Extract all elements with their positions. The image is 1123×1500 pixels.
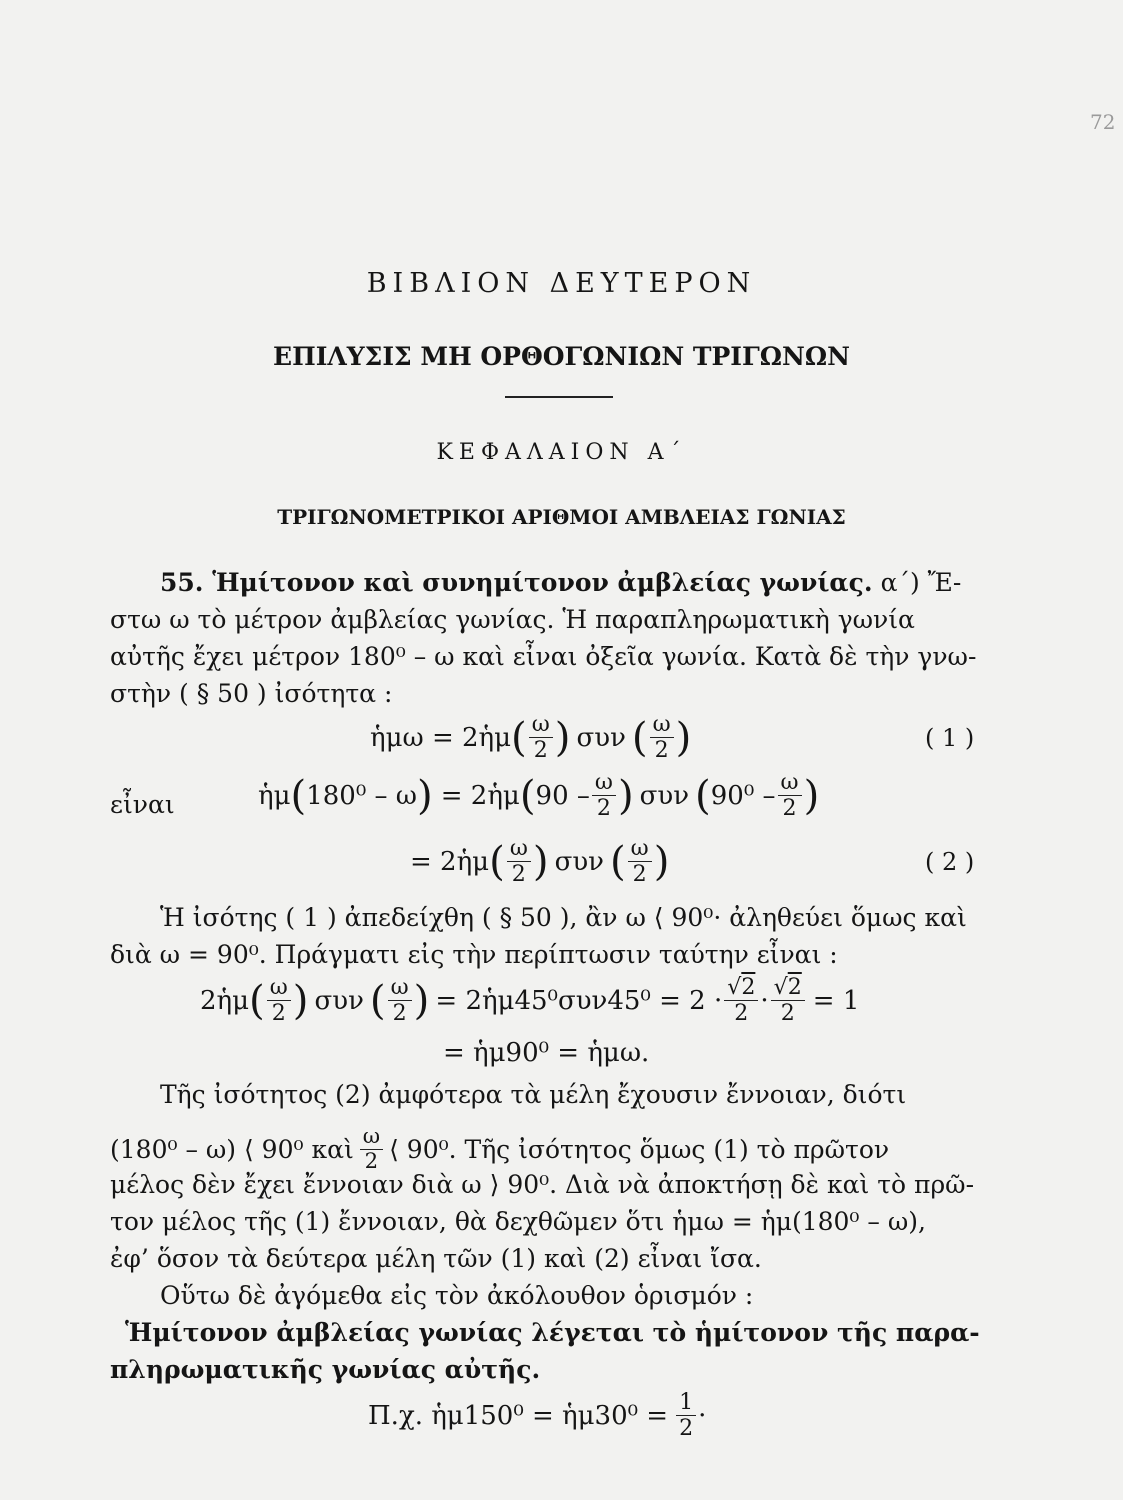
section-line-3: αὐτῆς ἔχει μέτρον 180⁰ – ω καὶ εἶναι ὀξεῖα γωνία. Κατὰ δὲ τὴν γνω- <box>110 642 977 671</box>
einai-rhs: = 2ἡμ <box>440 780 520 811</box>
eq2-lhs: = 2ἡμ <box>410 846 490 877</box>
book-title: ΒΙΒΛΙΟΝ ΔΕΥΤΕΡΟΝ <box>366 268 757 299</box>
equation-einai: ἡμ ( 180⁰ – ω ) = 2ἡμ ( 90 – $\frac{\omega}{2}$ ) συν ( 90⁰ – $\frac{\omega}{2}$ ) <box>258 769 820 822</box>
section-line-4: στὴν ( § 50 ) ἰσότητα : <box>110 679 393 708</box>
definition-line1: Ἡμίτονον ἀμβλείας γωνίας λέγεται τὸ ἡμίτονον τῆς παρα- <box>125 1318 980 1347</box>
einai-mid: συν <box>639 780 690 811</box>
part-title: ΕΠΙΛΥΣΙΣ ΜΗ ΟΡΘΟΓΩΝΙΩΝ ΤΡΙΓΩΝΩΝ <box>273 342 850 371</box>
para2-line1: Ἡ ἰσότης ( 1 ) ἀπεδείχθη ( § 50 ), ἂν ω ⟨ 90⁰· ἀληθεύει ὅμως καὶ <box>160 903 967 932</box>
equation-1: ἡμω = 2ἡμ ( $\frac{\omega}{2}$ ) συν ( $\frac{\omega}{2}$ ) <box>370 711 692 764</box>
einai-frac2-den: 2 <box>782 795 797 822</box>
eq3-frac4-den: 2 <box>780 1000 795 1027</box>
eq2-mid: συν <box>554 846 604 877</box>
eq3-lhs: 2ἡμ <box>200 985 250 1016</box>
section-line-2: στω ω τὸ μέτρον ἀμβλείας γωνίας. Ἡ παραπληρωματικὴ γωνία <box>110 605 915 634</box>
eq3-end: = 1 <box>812 985 860 1016</box>
section-heading: 55. Ἡμίτονον καὶ συνημίτονον ἀμβλείας γωνίας. <box>160 568 873 597</box>
example-num: 1 <box>676 1390 696 1416</box>
eq3-frac3-den: 2 <box>734 1000 749 1027</box>
einai-frac2-num: ω <box>778 770 802 796</box>
para3-line3: μέλος δὲν ἔχει ἔννοιαν διὰ ω ⟩ 90⁰. Διὰ νὰ ἀποκτήσῃ δὲ καὶ τὸ πρῶ- <box>110 1170 975 1199</box>
para3-line2b: ⟨ 90⁰. Τῆς ἰσότητος ὅμως (1) τὸ πρῶτον <box>389 1135 890 1165</box>
para3-line5: ἐφ’ ὅσον τὰ δεύτερα μέλη τῶν (1) καὶ (2) εἶναι ἴσα. <box>110 1244 762 1273</box>
chapter-heading: ΚΕΦΑΛΑΙΟΝ Α΄ <box>436 440 687 465</box>
eq1-mid: συν <box>576 722 626 753</box>
example-equation <box>368 1390 706 1442</box>
title-rule <box>505 396 613 398</box>
eq3-frac2-num: ω <box>388 975 412 1001</box>
einai-lhs: ἡμ <box>258 780 291 811</box>
eq3-frac1-num: ω <box>267 975 291 1001</box>
para3-line4: τον μέλος τῆς (1) ἔννοιαν, θὰ δεχθῶμεν ὅτι ἡμω = ἡμ(180⁰ – ω), <box>110 1207 926 1236</box>
eq3-frac2-den: 2 <box>392 1000 407 1027</box>
example-lhs: Π.χ. ἡμ150⁰ = ἡμ30⁰ = <box>368 1400 669 1431</box>
eq3-sqrt-2: 2 <box>787 974 802 1000</box>
einai-arg3: 90⁰ – <box>710 780 776 811</box>
para3-line2a: (180⁰ – ω) ⟨ 90⁰ καὶ <box>110 1135 354 1165</box>
eq1-frac2-num: ω <box>650 712 674 738</box>
eq3-mid: συν <box>314 985 364 1016</box>
eq3-frac1-den: 2 <box>271 1000 286 1027</box>
section-intro-1: α΄) Ἔ- <box>880 568 962 597</box>
example-end: · <box>698 1400 707 1431</box>
equation-3: 2ἡμ ( $\frac{\omega}{2}$ ) συν ( $\frac{\omega}{2}$ ) = 2ἡμ45⁰συν45⁰ = 2 · $\frac{√2}{2}$ · $\frac{√2}{2}$ = 1 <box>200 974 860 1027</box>
section-line-1 <box>160 568 961 597</box>
einai-frac1-num: ω <box>592 770 616 796</box>
eq1-frac1-den: 2 <box>533 737 548 764</box>
eq1-frac1-num: ω <box>529 712 553 738</box>
eq2-frac2-num: ω <box>628 836 652 862</box>
eq3-rhs: = 2ἡμ45⁰συν45⁰ = 2 · <box>435 985 723 1016</box>
eq1-lhs: ἡμω = 2ἡμ <box>370 722 512 753</box>
eq3-dot: · <box>760 985 769 1016</box>
eq2-frac2-den: 2 <box>632 861 647 888</box>
equation-2: = 2ἡμ ( $\frac{\omega}{2}$ ) συν ( $\frac{\omega}{2}$ ) <box>410 835 670 888</box>
eq1-frac2-den: 2 <box>654 737 669 764</box>
para3-frac-num: ω <box>360 1125 383 1150</box>
einai-arg2: 90 – <box>535 780 590 811</box>
equation-2-number: ( 2 ) <box>925 848 975 876</box>
equation-1-number: ( 1 ) <box>925 724 975 752</box>
einai-frac1-den: 2 <box>596 795 611 822</box>
eq2-frac1-den: 2 <box>511 861 526 888</box>
para3-frac-den: 2 <box>364 1149 379 1175</box>
einai-arg: 180⁰ – ω <box>306 780 417 811</box>
para2-line2: διὰ ω = 90⁰. Πράγματι εἰς τὴν περίπτωσιν ταύτην εἶναι : <box>110 940 838 969</box>
definition-line2: πληρωματικῆς γωνίας αὐτῆς. <box>110 1355 541 1384</box>
para3-line6: Οὕτω δὲ ἀγόμεθα εἰς τὸν ἀκόλουθον ὁρισμόν : <box>160 1281 754 1310</box>
para3-line1: Τῆς ἰσότητος (2) ἀμφότερα τὰ μέλη ἔχουσιν ἔννοιαν, διότι <box>160 1080 907 1109</box>
chapter-title: ΤΡΙΓΩΝΟΜΕΤΡΙΚΟΙ ΑΡΙΘΜΟΙ ΑΜΒΛΕΙΑΣ ΓΩΝΙΑΣ <box>277 505 846 529</box>
para3-line2 <box>110 1125 889 1175</box>
equation-3-line2: = ἡμ90⁰ = ἡμω. <box>443 1038 650 1068</box>
example-den: 2 <box>679 1415 694 1442</box>
eq2-frac1-num: ω <box>507 836 531 862</box>
einai-word: εἶναι <box>110 790 175 819</box>
page-number: 72 <box>1090 110 1116 134</box>
eq3-sqrt-1: 2 <box>741 974 756 1000</box>
